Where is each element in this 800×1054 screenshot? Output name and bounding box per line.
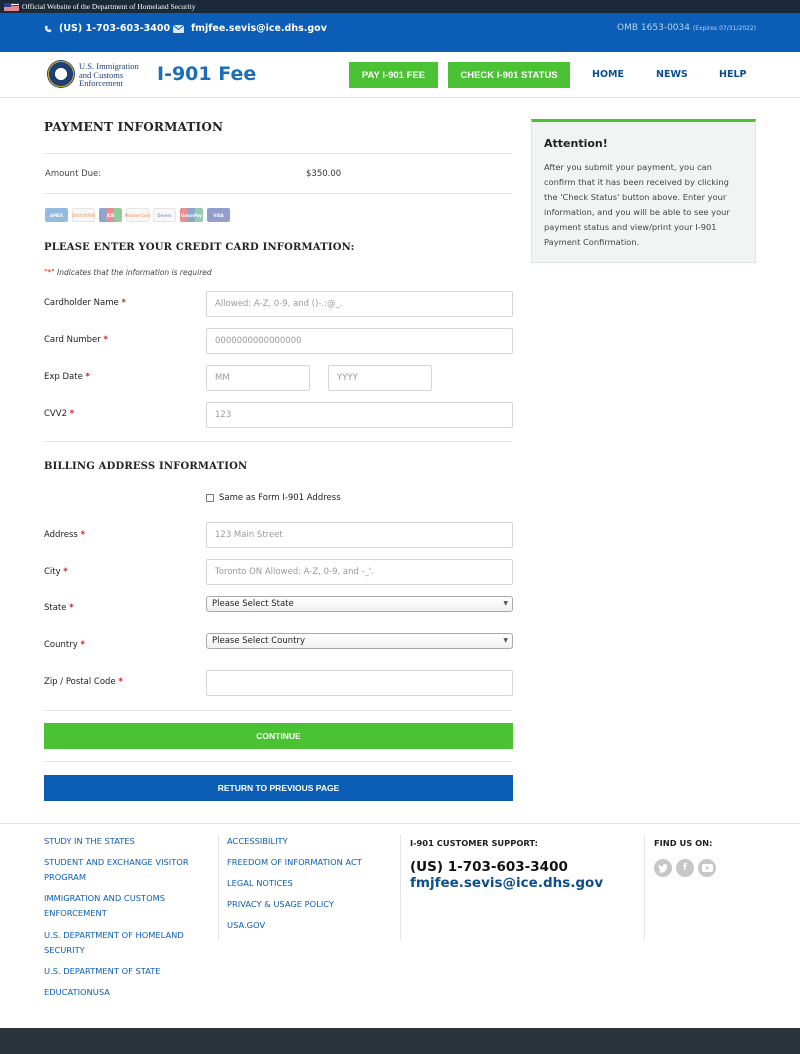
envelope-icon xyxy=(173,25,184,33)
facebook-icon[interactable]: f xyxy=(676,859,694,877)
country-label: Country * xyxy=(44,640,85,650)
amount-due-value: $350.00 xyxy=(306,169,342,179)
us-flag-icon xyxy=(4,3,19,11)
twitter-icon[interactable] xyxy=(654,859,672,877)
billing-section-title: BILLING ADDRESS INFORMATION xyxy=(44,461,248,472)
footer-link[interactable]: FREEDOM OF INFORMATION ACT xyxy=(227,857,362,867)
footer-link[interactable]: EDUCATIONUSA xyxy=(44,987,110,997)
divider xyxy=(44,193,512,194)
required-star: * xyxy=(103,335,108,345)
city-input[interactable]: Toronto ON Allowed: A-Z, 0-9, and -_'. xyxy=(206,559,513,585)
attention-body: After you submit your payment, you can confirm that it has been received by clicking the 'Check Status' button above. Enter your information, and you will be able to see your payment status and view/print your I-901 Payment Confirmation. xyxy=(544,162,730,247)
cardholder-name-input[interactable]: Allowed: A-Z, 0-9, and ()-.:@_. xyxy=(206,291,513,317)
divider xyxy=(44,710,512,711)
required-star: * xyxy=(63,567,68,577)
amex-card-icon: AMEX xyxy=(45,208,68,222)
support-phone[interactable]: (US) 1-703-603-3400 xyxy=(410,859,568,875)
footer-column-divider xyxy=(400,835,401,940)
diners-card-icon: Diners xyxy=(153,208,176,222)
youtube-icon[interactable] xyxy=(698,859,716,877)
state-label: State * xyxy=(44,603,74,613)
phone-icon xyxy=(44,25,52,33)
footer-link[interactable]: ACCESSIBILITY xyxy=(227,836,288,846)
visa-card-icon: VISA xyxy=(207,208,230,222)
required-star: * xyxy=(118,677,123,687)
footer-bottom-bar xyxy=(0,1028,800,1054)
zip-label: Zip / Postal Code * xyxy=(44,677,123,687)
agency-name[interactable]: U.S. Immigration and Customs Enforcement xyxy=(79,61,139,88)
divider xyxy=(44,441,512,442)
footer-link[interactable]: STUDY IN THE STATES xyxy=(44,836,135,846)
footer-column-divider xyxy=(218,835,219,940)
footer-link[interactable]: PRIVACY & USAGE POLICY xyxy=(227,899,335,909)
footer-divider xyxy=(0,823,800,824)
dhs-seal-logo[interactable] xyxy=(47,60,75,88)
required-star: * xyxy=(80,640,85,650)
attention-box xyxy=(531,119,756,263)
support-title: I-901 CUSTOMER SUPPORT: xyxy=(410,838,538,848)
same-as-address-row[interactable] xyxy=(206,493,341,503)
page-title: PAYMENT INFORMATION xyxy=(44,120,224,134)
footer-link[interactable]: U.S. DEPARTMENT OF HOMELAND SECURITY xyxy=(44,930,184,955)
nav-home[interactable]: HOME xyxy=(592,69,624,80)
chevron-down-icon: ▼ xyxy=(503,600,508,607)
exp-year-input[interactable]: YYYY xyxy=(328,365,432,391)
divider xyxy=(44,153,512,154)
card-number-input[interactable]: 0000000000000000 xyxy=(206,328,513,354)
cardholder-name-label: Cardholder Name * xyxy=(44,298,126,308)
divider xyxy=(44,761,512,762)
required-note xyxy=(44,268,212,277)
required-note-text: Indicates that the information is required xyxy=(54,268,212,277)
required-star: * xyxy=(80,530,86,540)
credit-card-section-title: PLEASE ENTER YOUR CREDIT CARD INFORMATION: xyxy=(44,242,355,253)
state-select[interactable]: Please Select State ▼ xyxy=(206,596,513,612)
city-label: City * xyxy=(44,567,68,577)
footer-link[interactable]: IMMIGRATION AND CUSTOMS ENFORCEMENT xyxy=(44,893,166,918)
required-star: * xyxy=(69,603,74,613)
mastercard-card-icon: MasterCard xyxy=(126,208,149,222)
omb-number: OMB 1653-0034 (Expires 07/31/2022) xyxy=(617,23,756,33)
amount-due-label: Amount Due: xyxy=(45,169,102,179)
contact-email[interactable]: fmjfee.sevis@ice.dhs.gov xyxy=(173,23,327,34)
continue-button[interactable]: CONTINUE xyxy=(44,723,513,749)
footer-link[interactable]: U.S. DEPARTMENT OF STATE xyxy=(44,966,161,976)
site-header xyxy=(0,52,800,98)
omb-expiration: (Expires 07/31/2022) xyxy=(692,25,756,32)
support-email[interactable]: fmjfee.sevis@ice.dhs.gov xyxy=(410,875,604,891)
nav-help[interactable]: HELP xyxy=(719,69,747,80)
cvv-label: CVV2 * xyxy=(44,409,75,419)
contact-bar xyxy=(0,13,800,52)
required-star: * xyxy=(69,409,75,419)
card-number-label: Card Number * xyxy=(44,335,108,345)
address-label: Address * xyxy=(44,530,86,540)
return-button[interactable]: RETURN TO PREVIOUS PAGE xyxy=(44,775,513,801)
country-select[interactable]: Please Select Country ▼ xyxy=(206,633,513,649)
required-note-star: "*" xyxy=(44,268,55,277)
same-as-address-label[interactable]: Same as Form I-901 Address xyxy=(219,493,341,503)
exp-month-input[interactable]: MM xyxy=(206,365,310,391)
unionpay-card-icon: UnionPay xyxy=(180,208,203,222)
footer-link[interactable]: STUDENT AND EXCHANGE VISITOR PROGRAM xyxy=(44,857,189,882)
discover-card-icon: DISCOVER xyxy=(72,208,95,222)
chevron-down-icon: ▼ xyxy=(503,637,508,644)
gov-banner xyxy=(0,0,800,13)
cvv-input[interactable]: 123 xyxy=(206,402,513,428)
exp-date-label: Exp Date * xyxy=(44,372,90,382)
footer-link[interactable]: LEGAL NOTICES xyxy=(227,878,293,888)
site-brand[interactable]: I-901 Fee xyxy=(157,63,257,85)
gov-banner-text: Official Website of the Department of Homeland Security xyxy=(22,2,196,11)
find-us-title: FIND US ON: xyxy=(654,838,713,848)
footer-link[interactable]: USA.GOV xyxy=(227,920,266,930)
required-star: * xyxy=(85,372,90,382)
required-star: * xyxy=(121,298,126,308)
contact-phone[interactable]: (US) 1-703-603-3400 xyxy=(44,23,170,34)
zip-input[interactable] xyxy=(206,670,513,696)
pay-fee-button[interactable]: PAY I-901 FEE xyxy=(349,62,438,88)
jcb-card-icon: JCB xyxy=(99,208,122,222)
accepted-cards xyxy=(45,208,230,222)
nav-news[interactable]: NEWS xyxy=(656,69,688,80)
attention-title: Attention! xyxy=(544,137,608,150)
same-as-address-checkbox[interactable] xyxy=(206,494,214,502)
footer-column-divider xyxy=(644,835,645,940)
address-input[interactable]: 123 Main Street xyxy=(206,522,513,548)
check-status-button[interactable]: CHECK I-901 STATUS xyxy=(448,62,570,88)
